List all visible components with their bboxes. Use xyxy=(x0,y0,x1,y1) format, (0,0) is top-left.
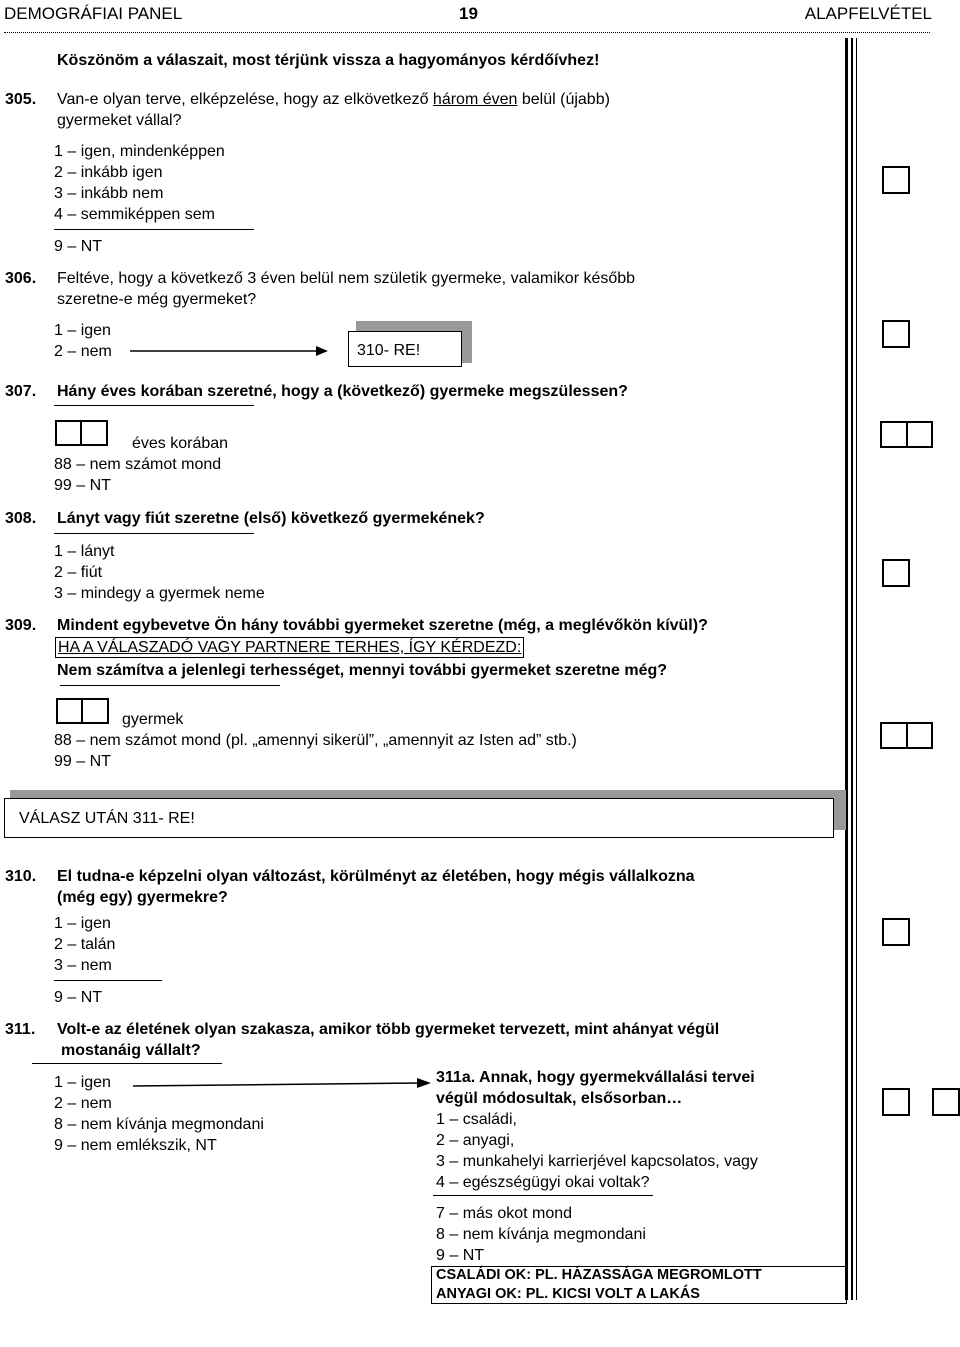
q309-digit-box-2[interactable] xyxy=(81,698,109,724)
q306-option-2[interactable]: 2 – nem xyxy=(54,343,112,360)
q305-number: 305. xyxy=(5,91,37,108)
q309-option-88[interactable]: 88 – nem számot mond (pl. „amennyi sikerül”, „amennyit az Isten ad” stb.) xyxy=(54,732,577,749)
q308-option-3[interactable]: 3 – mindegy a gyermek neme xyxy=(54,585,265,602)
q311a-option-7[interactable]: 7 – más okot mond xyxy=(436,1205,573,1222)
q310-question-line1: El tudna-e képzelni olyan változást, körülményt az életében, hogy mégis vállalkozna xyxy=(57,868,695,885)
q309-digit-box-1[interactable] xyxy=(56,698,83,724)
q307-unit-label: éves korában xyxy=(132,435,229,452)
q307-question: Hány éves korában szeretné, hogy a (következő) gyermeke megszülessen? xyxy=(57,383,628,400)
q305-question xyxy=(57,89,610,110)
after-answer-label: VÁLASZ UTÁN 311- RE! xyxy=(19,810,195,827)
q306-number: 306. xyxy=(5,270,37,287)
q311a-note-1: CSALÁDI OK: PL. HÁZASSÁGA MEGROMLOTT xyxy=(436,1267,762,1283)
q311-number: 311. xyxy=(5,1021,36,1038)
q306-option-1[interactable]: 1 – igen xyxy=(54,322,111,339)
page-number: 19 xyxy=(459,4,478,23)
skip-arrow-icon xyxy=(130,344,330,358)
q311-option-1[interactable]: 1 – igen xyxy=(54,1074,111,1091)
q310-option-1[interactable]: 1 – igen xyxy=(54,915,111,932)
q309-unit-label: gyermek xyxy=(122,711,184,728)
q305-text-pre: Van-e olyan terve, elképzelése, hogy az elkövetkező xyxy=(57,91,433,108)
q309-instruction-text: HA A VÁLASZADÓ VAGY PARTNERE TERHES, ÍGY KÉRDEZD: xyxy=(58,639,522,656)
q308-answer-box[interactable] xyxy=(882,559,910,587)
q305-option-nt[interactable]: 9 – NT xyxy=(54,238,103,255)
q308-option-1[interactable]: 1 – lányt xyxy=(54,543,115,560)
q311a-option-3[interactable]: 3 – munkahelyi karrierjével kapcsolatos, vagy xyxy=(436,1153,758,1170)
q311-question-line1: Volt-e az életének olyan szakasza, amikor több gyermeket tervezett, mint ahányat végül xyxy=(57,1021,720,1038)
q311a-answer-box[interactable] xyxy=(932,1088,960,1116)
header-rule xyxy=(4,32,930,33)
q309-number: 309. xyxy=(5,617,37,634)
q306-question-line1: Feltéve, hogy a következő 3 éven belül nem születik gyermeke, valamikor később xyxy=(57,270,636,287)
q308-number: 308. xyxy=(5,510,37,527)
q307-rule xyxy=(54,405,254,406)
q311-option-9[interactable]: 9 – nem emlékszik, NT xyxy=(54,1137,217,1154)
q305-option-4[interactable]: 4 – semmiképpen sem xyxy=(54,206,215,223)
q309-instruction xyxy=(55,637,524,658)
q307-option-99[interactable]: 99 – NT xyxy=(54,477,111,494)
q307-digit-box-1[interactable] xyxy=(55,420,82,446)
q307-number: 307. xyxy=(5,383,37,400)
header-left: DEMOGRÁFIAI PANEL xyxy=(4,4,183,23)
q311a-question-line2: végül módosultak, elsősorban… xyxy=(436,1090,683,1107)
q307-answer-box-1[interactable] xyxy=(880,421,908,448)
q309-option-99[interactable]: 99 – NT xyxy=(54,753,111,770)
q305-question-line2: gyermeket vállal? xyxy=(57,112,182,129)
q310-rule xyxy=(54,980,162,981)
q311a-option-1[interactable]: 1 – családi, xyxy=(436,1111,517,1128)
q307-answer-box-2[interactable] xyxy=(906,421,933,448)
q308-question: Lányt vagy fiút szeretne (első) következő gyermekének? xyxy=(57,510,485,527)
q306-skip-label: 310- RE! xyxy=(357,342,421,359)
q305-rule xyxy=(54,229,254,230)
q311a-option-4[interactable]: 4 – egészségügyi okai voltak? xyxy=(436,1174,650,1191)
intro-text: Köszönöm a válaszait, most térjünk vissza a hagyományos kérdőívhez! xyxy=(57,52,600,69)
margin-rule-2 xyxy=(851,38,853,1300)
q311-question-line2: mostanáig vállalt? xyxy=(61,1042,201,1059)
margin-rule-1 xyxy=(845,38,848,1300)
q311a-question-line1: 311a. Annak, hogy gyermekvállalási tervei xyxy=(436,1069,755,1086)
q307-digit-box-2[interactable] xyxy=(80,420,108,446)
q307-option-88[interactable]: 88 – nem számot mond xyxy=(54,456,222,473)
q308-rule xyxy=(54,533,254,534)
q309-answer-box-2[interactable] xyxy=(906,722,933,749)
q309-question-line1: Mindent egybevetve Ön hány további gyermeket szeretne (még, a meglévőkön kívül)? xyxy=(57,617,708,634)
q311a-rule xyxy=(433,1195,653,1196)
q311-answer-box[interactable] xyxy=(882,1088,910,1116)
q311a-option-2[interactable]: 2 – anyagi, xyxy=(436,1132,515,1149)
q310-number: 310. xyxy=(5,868,37,885)
q310-option-3[interactable]: 3 – nem xyxy=(54,957,112,974)
q311-rule xyxy=(32,1063,222,1064)
q305-option-1[interactable]: 1 – igen, mindenképpen xyxy=(54,143,225,160)
q306-answer-box[interactable] xyxy=(882,320,910,348)
header-right: ALAPFELVÉTEL xyxy=(804,4,932,23)
branch-arrow-icon xyxy=(133,1076,433,1100)
q305-text-underlined: három éven xyxy=(432,91,518,108)
q308-option-2[interactable]: 2 – fiút xyxy=(54,564,103,581)
q311-option-8[interactable]: 8 – nem kívánja megmondani xyxy=(54,1116,264,1133)
q311a-option-8[interactable]: 8 – nem kívánja megmondani xyxy=(436,1226,646,1243)
q311a-option-9[interactable]: 9 – NT xyxy=(436,1247,485,1264)
q305-text-post: belül (újabb) xyxy=(517,91,610,108)
q310-answer-box[interactable] xyxy=(882,918,910,946)
q305-answer-box[interactable] xyxy=(882,166,910,194)
q310-option-nt[interactable]: 9 – NT xyxy=(54,989,103,1006)
q305-option-2[interactable]: 2 – inkább igen xyxy=(54,164,163,181)
q310-question-line2: (még egy) gyermekre? xyxy=(57,889,228,906)
q309-answer-box-1[interactable] xyxy=(880,722,908,749)
q310-option-2[interactable]: 2 – talán xyxy=(54,936,116,953)
q306-question-line2: szeretne-e még gyermeket? xyxy=(57,291,257,308)
q311-option-2[interactable]: 2 – nem xyxy=(54,1095,112,1112)
q305-option-3[interactable]: 3 – inkább nem xyxy=(54,185,164,202)
q309-rule xyxy=(60,685,280,686)
margin-rule-3 xyxy=(856,38,857,1300)
q309-question-line3: Nem számítva a jelenlegi terhességet, mennyi további gyermeket szeretne még? xyxy=(57,662,668,679)
q311a-note-2: ANYAGI OK: PL. KICSI VOLT A LAKÁS xyxy=(436,1286,700,1302)
